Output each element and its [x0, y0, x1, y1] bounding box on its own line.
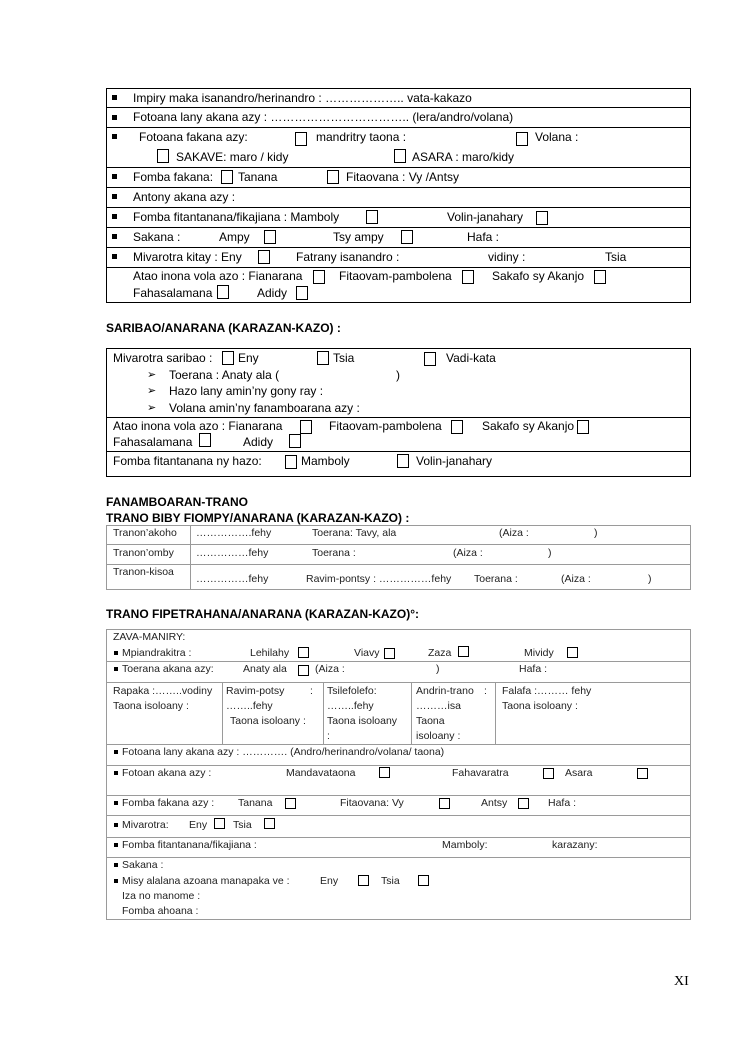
fomba-fakana-azy-label: Fomba fakana azy :	[122, 797, 215, 809]
ff-tanana-label: Tanana	[238, 797, 273, 809]
tranon-omby-label: Tranon’omby	[113, 547, 174, 559]
tsy-ampy-label: Tsy ampy	[333, 230, 384, 244]
to-aiza-close: )	[436, 663, 440, 675]
viavy-label: Viavy	[354, 647, 380, 659]
saribao-mamboly-label: Mamboly	[301, 454, 350, 468]
vadi-kata-label: Vadi-kata	[446, 351, 496, 365]
hafa-label: Hafa :	[467, 230, 500, 244]
ravim-potsy-label: Ravim-potsy	[226, 685, 285, 697]
sakave-checkbox[interactable]	[157, 149, 169, 163]
page-number: XI	[674, 974, 689, 989]
arrow-bullet-icon: ➢	[147, 401, 157, 414]
tranon-omby-fehy: ……………fehy	[196, 547, 269, 559]
fahavaratra-label: Fahavaratra	[452, 767, 509, 779]
tsilefolefo-fehy: ……..fehy	[327, 700, 374, 712]
tranon-akoho-close: )	[594, 527, 598, 539]
fomba-fitantanana-label: Fomba fitantanana/fikajiana : Mamboly	[133, 210, 340, 224]
bullet	[114, 667, 118, 671]
tranon-kisoa-label: Tranon-kisoa	[113, 566, 174, 578]
mandavataona-checkbox[interactable]	[379, 767, 390, 778]
asara-checkbox[interactable]	[394, 149, 406, 163]
ravim-potsy-colon: :	[310, 685, 313, 697]
mv-eny-label: Eny	[189, 819, 208, 831]
adidy-checkbox[interactable]	[296, 286, 308, 300]
mi-tsia-label: Tsia	[381, 875, 400, 887]
bullet	[114, 771, 118, 775]
tranon-kisoa-aiza: (Aiza :	[561, 573, 591, 585]
volana-label: Volana :	[535, 130, 579, 144]
mv-tsia-label: Tsia	[233, 819, 252, 831]
fahasalamana-checkbox[interactable]	[217, 285, 229, 299]
bullet	[114, 843, 118, 847]
anaty-ala-label: Anaty ala	[243, 663, 287, 675]
tranon-kisoa-close: )	[648, 573, 652, 585]
saribao-fitaovam-label: Fitaovam-pambolena	[329, 419, 442, 433]
saribao-sakafo-label: Sakafo sy Akanjo	[482, 419, 575, 433]
bullet	[114, 651, 118, 655]
ampy-label: Ampy	[219, 230, 250, 244]
trano-biby-heading: TRANO BIBY FIOMPY/ANARANA (KARAZAN-KAZO) :	[106, 511, 410, 525]
tranon-kisoa-fehy: ……………fehy	[196, 573, 269, 585]
fitaovana-label: Fitaovana : Vy /Antsy	[346, 170, 459, 184]
bullet	[112, 214, 117, 219]
adidy-label: Adidy	[257, 286, 288, 300]
fomba-ahoana-label: Fomba ahoana :	[122, 905, 199, 917]
saribao-fianarana-checkbox[interactable]	[300, 420, 312, 434]
mividy-checkbox[interactable]	[567, 647, 578, 658]
tranon-omby-aiza: (Aiza :	[453, 547, 483, 559]
bullet	[112, 174, 117, 179]
kitay-eny-checkbox[interactable]	[258, 250, 270, 264]
bullet	[112, 254, 117, 259]
bullet	[112, 95, 117, 100]
bullet	[112, 134, 117, 139]
fa-asara-label: Asara	[565, 767, 593, 779]
tsy-ampy-checkbox[interactable]	[401, 230, 413, 244]
saribao-atao-inona-label: Atao inona vola azo : Fianarana	[113, 419, 283, 433]
mi-eny-checkbox[interactable]	[358, 875, 369, 886]
fomba-fakana-label: Fomba fakana:	[133, 170, 214, 184]
fitaovam-pambolena-checkbox[interactable]	[462, 270, 474, 284]
tanana-checkbox[interactable]	[221, 170, 233, 184]
tanana-label: Tanana	[238, 170, 278, 184]
saribao-tsia-label: Tsia	[333, 351, 355, 365]
saribao-volin-checkbox[interactable]	[397, 454, 409, 468]
fotoan-akana-label: Fotoan akana azy :	[122, 767, 212, 779]
vidiny-label: vidiny :	[488, 250, 526, 264]
zava-maniry-label: ZAVA-MANIRY:	[113, 631, 186, 643]
saribao-adidy-label: Adidy	[243, 435, 274, 449]
fotoana-lany-label: Fotoana lany akana azy : …………. (Andro/herinandro/volana/ taona)	[122, 746, 445, 758]
bullet	[114, 750, 118, 754]
impiry-text: Impiry maka isanandro/herinandro : ……………….. vata-kakazo	[133, 91, 472, 105]
fatrany-label: Fatrany isanandro :	[296, 250, 400, 264]
volin-janahary-label: Volin-janahary	[447, 210, 524, 224]
iza-no-manome-label: Iza no manome :	[122, 890, 201, 902]
fi-sakana-label: Sakana :	[122, 859, 164, 871]
viavy-checkbox[interactable]	[384, 648, 395, 659]
rapaka-label: Rapaka :……..vodiny	[113, 685, 213, 697]
andrin-trano-isa: ………isa	[416, 700, 461, 712]
saribao-heading: SARIBAO/ANARANA (KARAZAN-KAZO) :	[106, 321, 341, 335]
tranon-akoho-fehy: …………….fehy	[196, 527, 272, 539]
ravim-potsy-fehy: ……..fehy	[226, 700, 273, 712]
fomba-fitantanana-fikajiana-label: Fomba fitantanana/fikajiana :	[122, 839, 257, 851]
bullet	[114, 801, 118, 805]
lehilahy-checkbox[interactable]	[298, 647, 309, 658]
volana-checkbox[interactable]	[516, 132, 528, 146]
to-aiza-label: (Aiza :	[315, 663, 345, 675]
tsia-label: Tsia	[605, 250, 627, 264]
misy-alalana-label: Misy alalana azoana manapaka ve :	[122, 875, 290, 887]
andrin-trano-taona: Taona	[416, 715, 445, 727]
saribao-sakafo-checkbox[interactable]	[577, 420, 589, 434]
volana-fanamboarana-label: Volana amin’ny fanamboarana azy :	[169, 401, 360, 415]
sakafo-akanjo-checkbox[interactable]	[594, 270, 606, 284]
fotoana-lany-text: Fotoana lany akana azy : …………………………….. (lera/andro/volana)	[133, 110, 514, 124]
tranon-akoho-toerana: Toerana: Tavy, ala	[312, 527, 397, 539]
saribao-eny-checkbox[interactable]	[222, 351, 234, 365]
tranon-omby-close: )	[548, 547, 552, 559]
fi-karazany-label: karazany:	[552, 839, 598, 851]
vadi-kata-checkbox[interactable]	[424, 352, 436, 366]
fianarana-checkbox[interactable]	[313, 270, 325, 284]
bullet	[114, 823, 118, 827]
toerana-close: )	[396, 368, 400, 382]
fa-asara-checkbox[interactable]	[637, 768, 648, 779]
fitaovana-checkbox[interactable]	[327, 170, 339, 184]
sakana-label: Sakana :	[133, 230, 181, 244]
toerana-akana-label: Toerana akana azy:	[122, 663, 214, 675]
lehilahy-label: Lehilahy	[250, 647, 290, 659]
toerana-label: Toerana : Anaty ala (	[169, 368, 280, 382]
fahavaratra-checkbox[interactable]	[543, 768, 554, 779]
saribao-tsia-checkbox[interactable]	[317, 351, 329, 365]
saribao-mamboly-checkbox[interactable]	[285, 455, 297, 469]
mv-eny-checkbox[interactable]	[214, 818, 225, 829]
fitaovam-pambolena-label: Fitaovam-pambolena	[339, 269, 452, 283]
fotoana-fakana-label: Fotoana fakana azy:	[139, 130, 248, 144]
saribao-adidy-checkbox[interactable]	[289, 434, 301, 448]
falafa-taona: Taona isoloany :	[502, 700, 578, 712]
ravim-potsy-taona: Taona isoloany :	[230, 715, 306, 727]
anaty-ala-checkbox[interactable]	[298, 665, 309, 676]
zaza-checkbox[interactable]	[458, 646, 469, 657]
sakafo-akanjo-label: Sakafo sy Akanjo	[492, 269, 585, 283]
saribao-fahasalamana-label: Fahasalamana	[113, 435, 193, 449]
arrow-bullet-icon: ➢	[147, 368, 157, 381]
to-hafa-label: Hafa :	[519, 663, 548, 675]
asara-label: ASARA : maro/kidy	[412, 150, 515, 164]
fanamboaran-heading: FANAMBOARAN-TRANO	[106, 495, 248, 509]
ff-antsy-checkbox[interactable]	[518, 798, 529, 809]
fi-mamboly-label: Mamboly:	[442, 839, 488, 851]
mv-tsia-checkbox[interactable]	[264, 818, 275, 829]
mandritry-taona-label: mandritry taona :	[316, 130, 407, 144]
volin-janahary-checkbox[interactable]	[536, 211, 548, 225]
ff-antsy-label: Antsy	[481, 797, 508, 809]
ff-fitaovana-label: Fitaovana: Vy	[340, 797, 404, 809]
mamboly-checkbox[interactable]	[366, 210, 378, 224]
arrow-bullet-icon: ➢	[147, 384, 157, 397]
bullet	[114, 863, 118, 867]
tranon-kisoa-toerana: Toerana :	[474, 573, 518, 585]
trano-fipetrahana-heading: TRANO FIPETRAHANA/ANARANA (KARAZAN-KAZO)°:	[106, 607, 419, 621]
tsilefolefo-label: Tsilefolefo:	[327, 685, 377, 697]
mivarotra-saribao-label: Mivarotra saribao :	[113, 351, 213, 365]
saribao-eny-label: Eny	[238, 351, 259, 365]
hazo-lany-label: Hazo lany amin’ny gony ray :	[169, 384, 324, 398]
mivarotra-kitay-label: Mivarotra kitay : Eny	[133, 250, 242, 264]
ampy-checkbox[interactable]	[264, 230, 276, 244]
atao-inona-label: Atao inona vola azo : Fianarana	[133, 269, 303, 283]
saribao-fahasalamana-checkbox[interactable]	[199, 433, 211, 447]
saribao-fitaovam-checkbox[interactable]	[451, 420, 463, 434]
andrin-trano-label: Andrin-trano	[416, 685, 474, 697]
tranon-kisoa-ravim: Ravim-pontsy : ……………fehy	[306, 573, 452, 585]
falafa-label: Falafa :……… fehy	[502, 685, 592, 697]
mandritry-taona-checkbox[interactable]	[295, 132, 307, 146]
bullet	[112, 115, 117, 120]
tsilefolefo-taona: Taona isoloany	[327, 715, 398, 727]
mpiandrakitra-label: Mpiandrakitra :	[122, 647, 192, 659]
mi-eny-label: Eny	[320, 875, 339, 887]
mividy-label: Mividy	[524, 647, 554, 659]
mi-tsia-checkbox[interactable]	[418, 875, 429, 886]
sakave-label: SAKAVE: maro / kidy	[176, 150, 289, 164]
ff-vy-checkbox[interactable]	[439, 798, 450, 809]
bullet	[114, 879, 118, 883]
mandavataona-label: Mandavataona	[286, 767, 356, 779]
saribao-fomba-label: Fomba fitantanana ny hazo:	[113, 454, 262, 468]
tranon-akoho-aiza: (Aiza :	[499, 527, 529, 539]
andrin-trano-isoloany: isoloany :	[416, 730, 461, 742]
mivarotra-label: Mivarotra:	[122, 819, 169, 831]
rapaka-taona: Taona isoloany :	[113, 700, 189, 712]
antony-label: Antony akana azy :	[133, 190, 236, 204]
saribao-volin-label: Volin-janahary	[416, 454, 493, 468]
bullet	[112, 234, 117, 239]
zaza-label: Zaza	[428, 647, 452, 659]
tranon-akoho-label: Tranon’akoho	[113, 527, 177, 539]
ff-tanana-checkbox[interactable]	[285, 798, 296, 809]
tranon-omby-toerana: Toerana :	[312, 547, 356, 559]
bullet	[112, 194, 117, 199]
fahasalamana-label: Fahasalamana	[133, 286, 213, 300]
tsilefolefo-colon: :	[327, 730, 330, 742]
andrin-trano-colon: :	[484, 685, 487, 697]
ff-hafa-label: Hafa :	[548, 797, 577, 809]
